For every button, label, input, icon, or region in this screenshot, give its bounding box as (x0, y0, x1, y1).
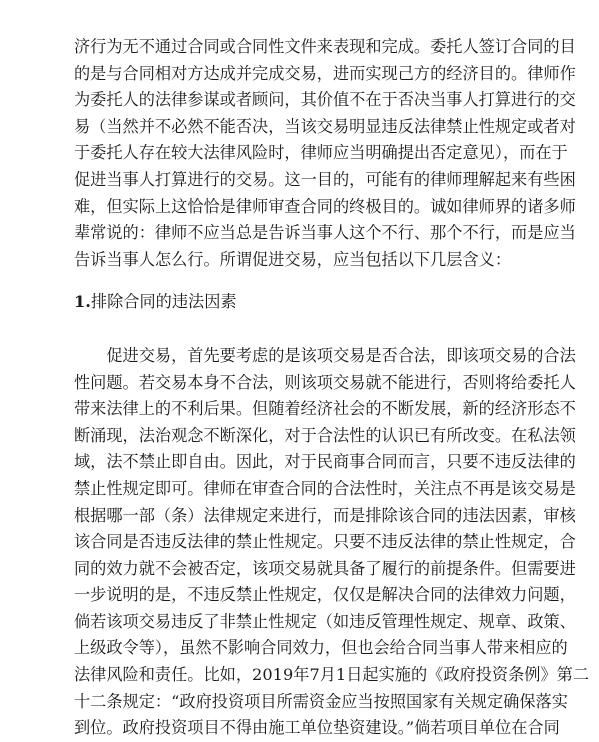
text-line: 断涌现，法治观念不断深化，对于合法性的认识已有所改变。在私法领 (74, 425, 576, 445)
text-line: 一步说明的是，不违反禁止性规定，仅仅是解决合同的法律效力问题， (74, 585, 576, 605)
text-line: 济行为无不通过合同或合同性文件来表现和完成。委托人签订合同的目 (74, 37, 576, 56)
text-line: 上级政令等），虽然不影响合同效力，但也会给合同当事人带来相应的 (74, 638, 568, 658)
text-line: 十二条规定：“政府投资项目所需资金应当按照国家有关规定确保落实 (74, 691, 568, 711)
text-line: 辈常说的：律师不应当总是告诉当事人这个不行、那个不行，而是应当 (74, 223, 576, 243)
text-line: 倘若该项交易违反了非禁止性规定（如违反管理性规定、规章、政策、 (74, 611, 576, 631)
text-line: 到位。政府投资项目不得由施工单位垫资建设。”倘若项目单位在合同 (74, 718, 560, 738)
text-line: 同的效力就不会被否定，该项交易就具备了履行的前提条件。但需要进 (74, 558, 576, 578)
section-heading (74, 289, 527, 316)
text-line: 法律风险和责任。比如，2019年7月1日起实施的《政府投资条例》第二 (74, 665, 590, 685)
text-line: 禁止性规定即可。律师在审查合同的合法性时，关注点不再是该交易是 (74, 478, 576, 498)
text-line: 域，法不禁止即自由。因此，对于民商事合同而言，只要不违反法律的 (74, 452, 576, 472)
intro-paragraph (74, 34, 576, 273)
text-line: 告诉当事人怎么行。所谓促进交易，应当包括以下几层含义： (74, 249, 512, 269)
text-line: 性问题。若交易本身不合法，则该项交易就不能进行，否则将给委托人 (74, 372, 576, 392)
section-number: 1. (74, 292, 91, 312)
text-line: 易（当然并不必然不能否决，当该交易明显违反法律禁止性规定或者对 (74, 116, 576, 136)
text-line: 该合同是否违反法律的禁止性规定。只要不违反法律的禁止性规定，合 (74, 532, 576, 552)
body-paragraph (74, 343, 590, 742)
text-line: 难，但实际上这恰恰是律师审查合同的终极目的。诚如律师界的诸多师 (74, 196, 576, 216)
text-line: 根据哪一部（条）法律规定来进行，而是排除该合同的违法因素，审核 (74, 505, 576, 525)
text-line: 促进交易，首先要考虑的是该项交易是否合法，即该项交易的合法 (74, 345, 576, 365)
text-line: 的是与合同相对方达成并完成交易，进而实现己方的经济目的。律师作 (74, 63, 576, 83)
section-title: 排除合同的违法因素 (90, 292, 237, 312)
text-line: 于委托人存在较大法律风险时，律师应当明确提出否定意见），而在于 (74, 143, 568, 163)
text-line: 促进当事人打算进行的交易。这一目的，可能有的律师理解起来有些困 (74, 169, 576, 189)
text-line: 带来法律上的不利后果。但随着经济社会的不断发展，新的经济形态不 (74, 399, 576, 419)
text-line: 为委托人的法律参谋或者顾问，其价值不在于否决当事人打算进行的交 (74, 90, 576, 110)
